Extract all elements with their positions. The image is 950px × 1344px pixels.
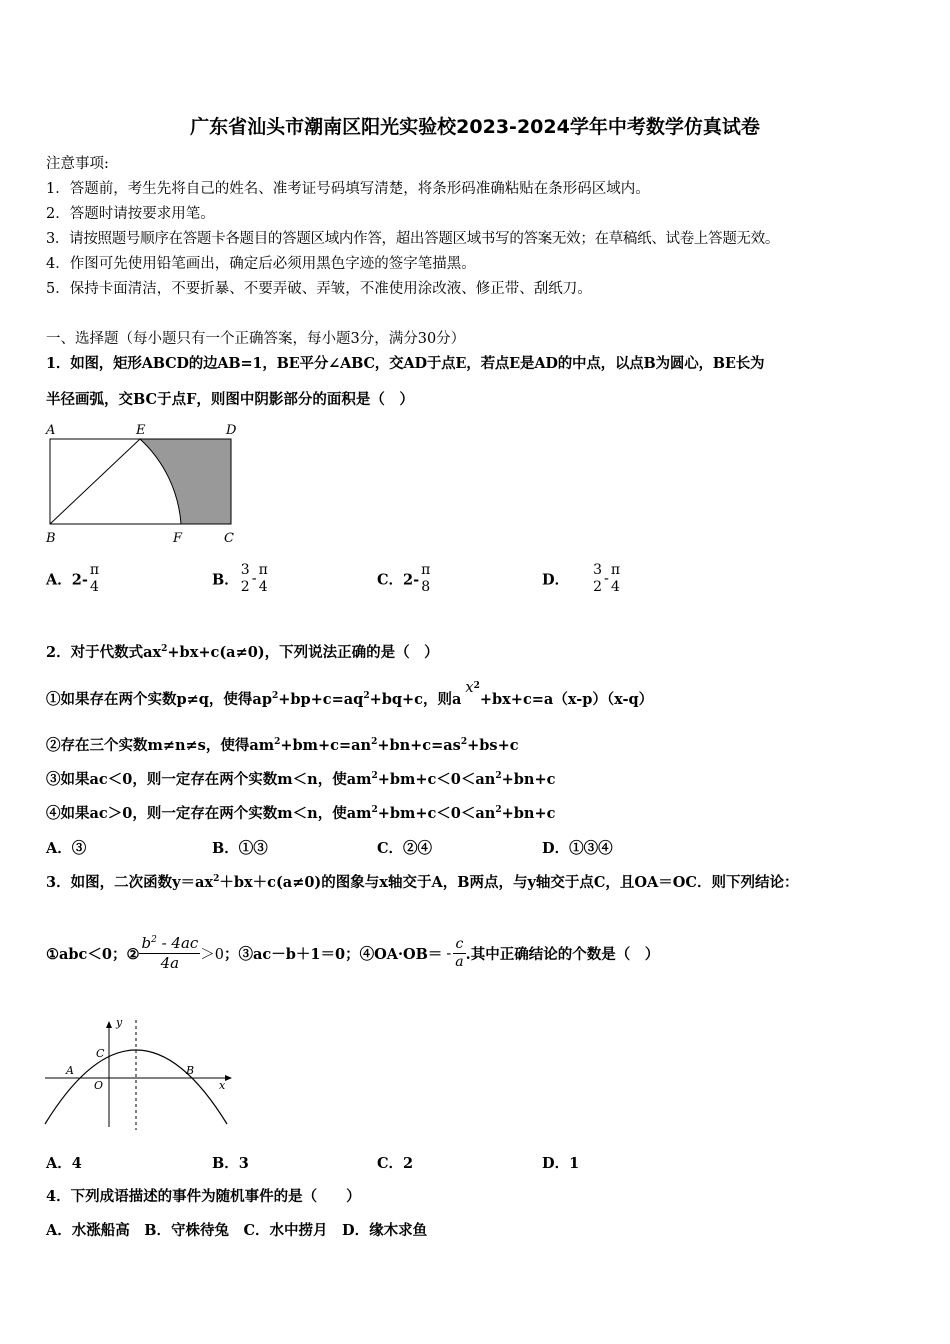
q3-option-a[interactable]: A．4 <box>46 1155 82 1172</box>
q1-option-d[interactable]: D． 3 2 - π 4 <box>542 562 621 595</box>
label-d: D <box>226 423 237 438</box>
shaded-region <box>140 439 231 524</box>
q2-statement-2: ②存在三个实数m≠n≠s，使得$am^2+bm+c=an^2+bn+c=as^2+bs+c$ <box>46 737 519 754</box>
question-4-stem: 4．下列成语描述的事件为随机事件的是（ ） <box>46 1188 361 1205</box>
q3-conclusions: ①abc＜0；② $\frac{b^2 - 4ac}{4a}$ ＞0；③ac－b＋1＝0；④OA·OB＝ - $\frac{c}{a}$ .其中正确结论的个数是（ ） <box>46 934 660 972</box>
q4-options[interactable]: A．水涨船高 B．守株待兔 C．水中捞月 D．缘木求鱼 <box>46 1222 428 1239</box>
q2-statement-1: ①如果存在两个实数p≠q，使得$ap^2+bp+c=aq^2+bq+c$，则$ax^2+bx+c=a(x-p)(x-q)$ <box>46 680 654 708</box>
label-y: y <box>116 1016 123 1029</box>
page-title: 广东省汕头市潮南区阳光实验校2023-2024学年中考数学仿真试卷 <box>190 116 760 138</box>
segment-be <box>50 439 140 524</box>
question-1-line1: 1．如图，矩形ABCD的边AB=1，BE平分∠ABC，交AD于点E，若点E是AD的中点，以点B为圆心，BE长为 <box>46 355 765 372</box>
q2-option-c[interactable]: C．②④ <box>377 840 433 857</box>
section-heading: 一、选择题（每小题只有一个正确答案，每小题3分，满分30分） <box>46 331 466 347</box>
rectangle-figure <box>40 418 250 550</box>
q3-option-c[interactable]: C．2 <box>377 1155 414 1172</box>
q2-option-a[interactable]: A．③ <box>46 840 87 857</box>
notice-item: 1．答题前，考生先将自己的姓名、准考证号码填写清楚，将条形码准确粘贴在条形码区域内。 <box>46 181 650 197</box>
parabola-figure <box>40 1012 240 1132</box>
label-c: C <box>224 531 234 546</box>
q2-option-d[interactable]: D．①③④ <box>542 840 613 857</box>
question-1-line2: 半径画弧，交BC于点F，则图中阴影部分的面积是（ ） <box>46 391 414 408</box>
notice-item: 5．保持卡面清洁，不要折暴、不要弄破、弄皱，不准使用涂改液、修正带、刮纸刀。 <box>46 281 592 297</box>
notice-heading: 注意事项: <box>46 156 109 172</box>
label-a: A <box>66 1064 74 1077</box>
q2-statement-4: ④如果ac＞0，则一定存在两个实数m＜n，使$am^2+bm+c<0<an^2+bn+c$ <box>46 805 556 822</box>
notice-item: 4．作图可先使用铅笔画出，确定后必须用黑色字迹的签字笔描黑。 <box>46 256 476 272</box>
q2-option-b[interactable]: B．①③ <box>212 840 268 857</box>
label-o: O <box>94 1079 104 1092</box>
notice-item: 3．请按照题号顺序在答题卡各题目的答题区域内作答，超出答题区域书写的答案无效；在草稿纸、试卷上答题无效。 <box>46 231 780 247</box>
label-e: E <box>136 423 146 438</box>
q1-option-a[interactable]: A．2- π 4 <box>46 562 100 595</box>
label-f: F <box>173 531 183 546</box>
notice-item: 2．答题时请按要求用笔。 <box>46 206 215 222</box>
question-3-stem: 3．如图，二次函数$y=ax^2+bx+c(a\ne 0)$的图象与x轴交于A，B两点，与y轴交于点C，且OA＝OC．则下列结论： <box>46 874 799 891</box>
label-a: A <box>46 423 56 438</box>
question-2-stem: 2．对于代数式$ax^2+bx+c(a\ne 0)$，下列说法正确的是（ ） <box>46 644 439 661</box>
label-x: x <box>219 1079 226 1092</box>
q3-option-d[interactable]: D．1 <box>542 1155 580 1172</box>
q1-option-c[interactable]: C．2- π 8 <box>377 562 431 595</box>
y-axis-arrow <box>106 1021 112 1028</box>
q3-option-b[interactable]: B．3 <box>212 1155 249 1172</box>
label-b: B <box>186 1064 195 1077</box>
q1-option-b[interactable]: B． 3 2 - π 4 <box>212 562 268 595</box>
label-b: B <box>46 531 56 546</box>
label-c: C <box>96 1047 105 1060</box>
q2-statement-3: ③如果ac＜0，则一定存在两个实数m＜n，使$am^2+bm+c<0<an^2+bn+c$ <box>46 771 556 788</box>
x-axis-arrow <box>225 1075 232 1081</box>
